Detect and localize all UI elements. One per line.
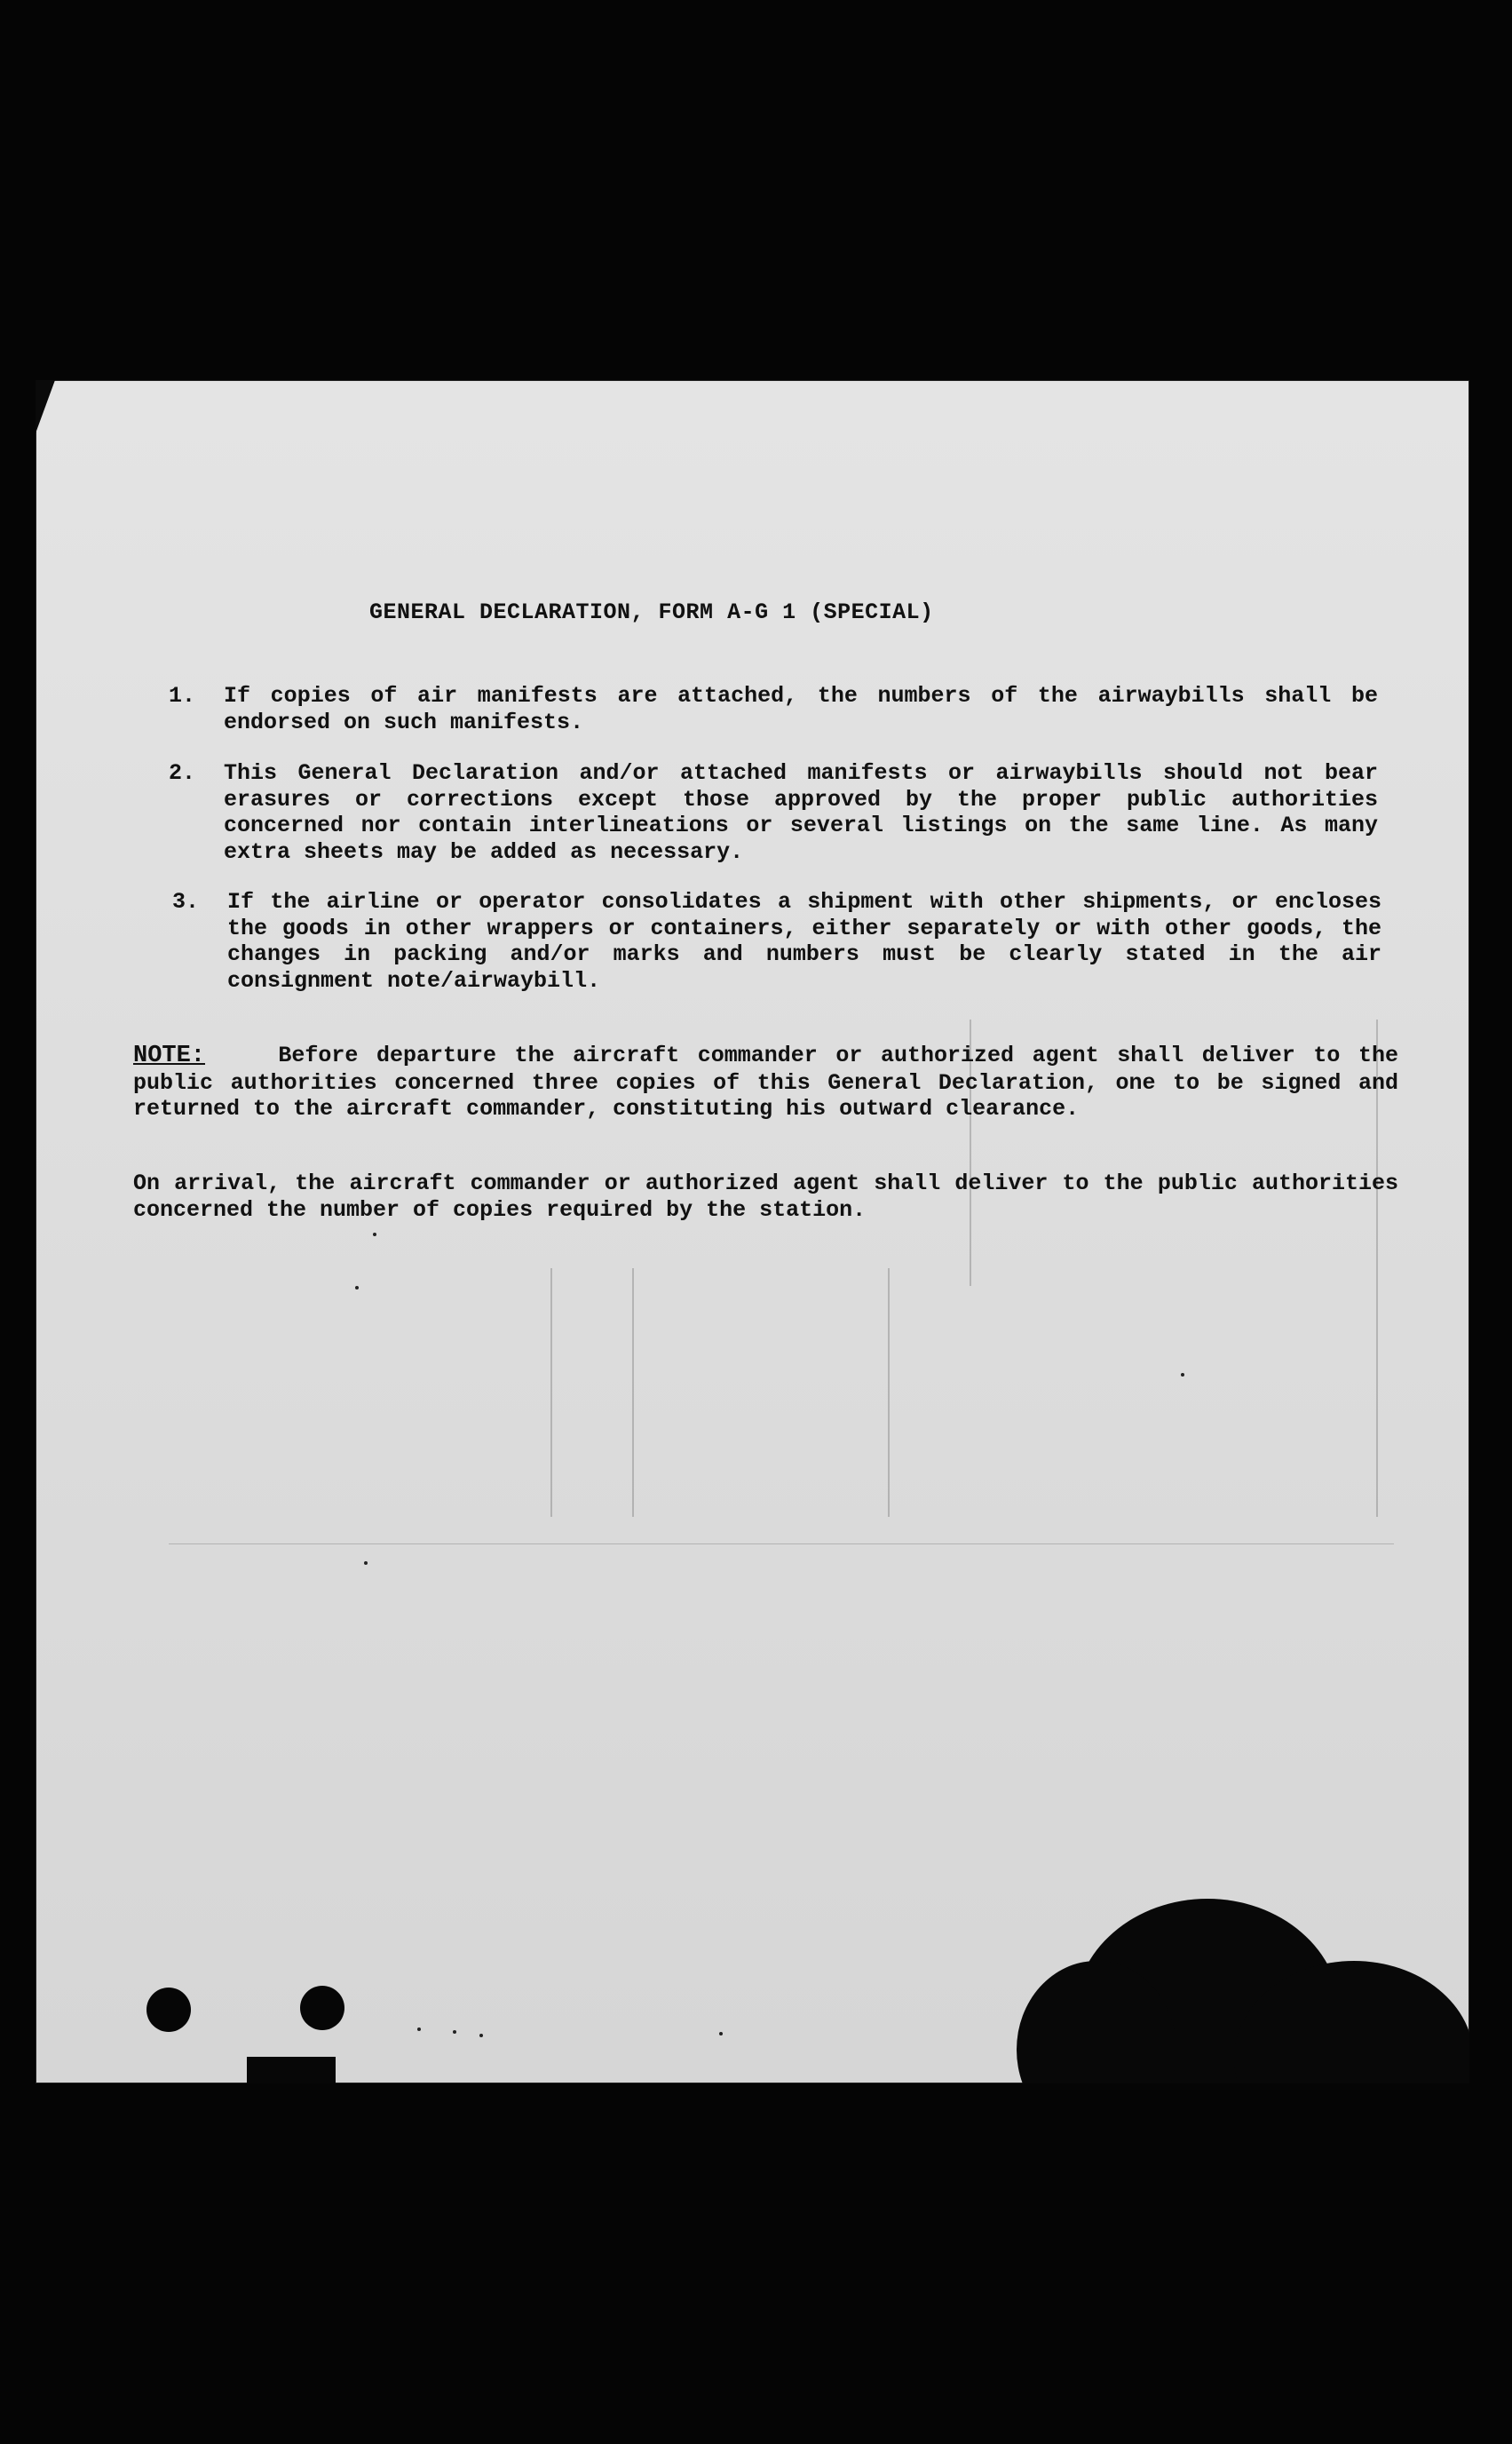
- punch-hole: [146, 1988, 191, 2032]
- item-text: This General Declaration and/or attached manifests or airwaybills should not bear erasures or corrections except those approved by the proper public authorities concerned nor contain interlineations or several listings on the same line. As many extra sheets may be added as necessary.: [224, 760, 1378, 865]
- punch-hole: [300, 1986, 344, 2030]
- bleed-through-rule: [550, 1268, 552, 1517]
- arrival-text: On arrival, the aircraft commander or authorized agent shall deliver to the public authorities concerned the number of copies required by the station.: [133, 1170, 1398, 1223]
- ink-speck: [453, 2030, 456, 2034]
- ink-speck: [479, 2034, 483, 2037]
- item-number: 3.: [172, 889, 200, 915]
- ink-speck: [364, 1561, 368, 1565]
- bleed-through-rule: [169, 1543, 1394, 1544]
- document-title: GENERAL DECLARATION, FORM A-G 1 (SPECIAL): [369, 599, 934, 625]
- folded-corner: [36, 380, 55, 433]
- bleed-through-rule: [888, 1268, 890, 1517]
- document-page: [36, 380, 1469, 2083]
- ink-speck: [355, 1286, 359, 1289]
- ink-speck: [373, 1233, 376, 1236]
- bottom-tab: [247, 2057, 336, 2083]
- ink-speck: [417, 2027, 421, 2031]
- ink-speck: [1181, 1373, 1184, 1377]
- note-paragraph: [133, 1043, 1398, 1123]
- arrival-paragraph: [133, 1170, 1398, 1223]
- ink-speck: [719, 2032, 723, 2035]
- note-text: Before departure the aircraft commander or authorized agent shall deliver to the public authorities concerned three copies of this General Declaration, one to be signed and returned to the aircraft commander, constituting his outward clearance.: [133, 1043, 1398, 1122]
- item-text: If the airline or operator consolidates a shipment with other shipments, or encloses the goods in other wrappers or containers, either separately or with other goods, the changes in packing and/or marks and numbers must be clearly stated in the air consignment note/airwaybill.: [227, 889, 1381, 994]
- bleed-through-rule: [632, 1268, 634, 1517]
- item-number: 1.: [169, 683, 196, 709]
- item-text: If copies of air manifests are attached, the numbers of the airwaybills shall be endorsed on such manifests.: [224, 683, 1378, 735]
- item-number: 2.: [169, 760, 196, 786]
- note-label: NOTE:: [133, 1043, 206, 1069]
